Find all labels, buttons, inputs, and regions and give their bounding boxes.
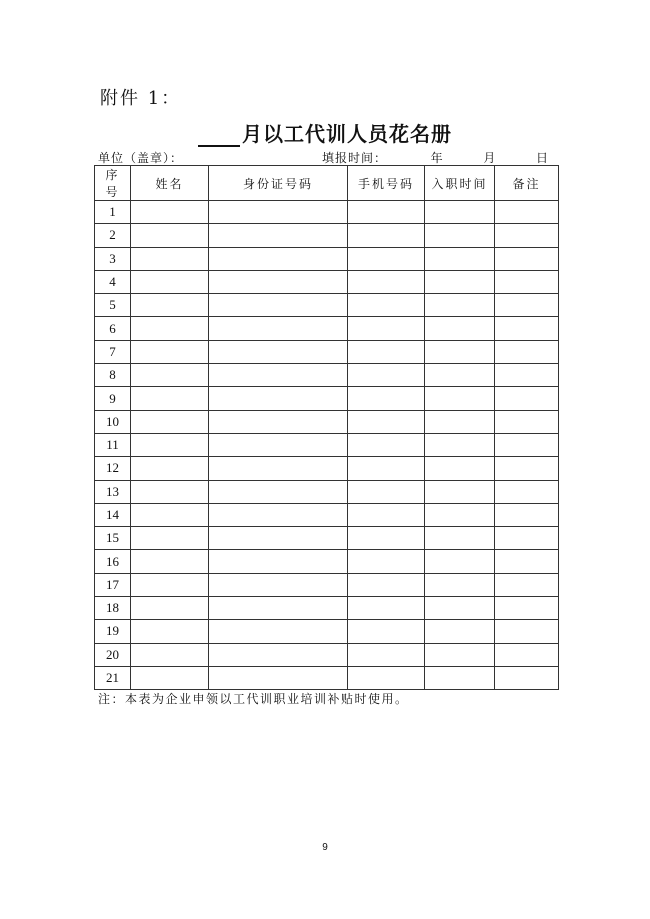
phone-cell[interactable] <box>348 410 425 433</box>
roster-table <box>94 165 559 690</box>
phone-cell[interactable] <box>348 340 425 363</box>
phone-cell[interactable] <box>348 317 425 340</box>
remarks-cell[interactable] <box>495 573 559 596</box>
remarks-cell[interactable] <box>495 294 559 317</box>
name-cell[interactable] <box>131 503 209 526</box>
name-cell[interactable] <box>131 433 209 456</box>
id-number-cell[interactable] <box>209 247 348 270</box>
name-cell[interactable] <box>131 527 209 550</box>
remarks-cell[interactable] <box>495 597 559 620</box>
seq-cell: 5 <box>95 294 131 317</box>
remarks-cell[interactable] <box>495 550 559 573</box>
header-seq <box>95 166 131 201</box>
seq-cell: 13 <box>95 480 131 503</box>
entry-time-cell[interactable] <box>425 364 495 387</box>
name-cell[interactable] <box>131 387 209 410</box>
name-cell[interactable] <box>131 620 209 643</box>
fill-time-label: 填报时间： <box>322 151 388 165</box>
name-cell[interactable] <box>131 247 209 270</box>
id-number-cell[interactable] <box>209 620 348 643</box>
remarks-cell[interactable] <box>495 387 559 410</box>
seq-cell: 16 <box>95 550 131 573</box>
remarks-cell[interactable] <box>495 433 559 456</box>
name-cell[interactable] <box>131 201 209 224</box>
phone-cell[interactable] <box>348 270 425 293</box>
name-cell[interactable] <box>131 480 209 503</box>
name-cell[interactable] <box>131 597 209 620</box>
remarks-cell[interactable] <box>495 620 559 643</box>
entry-time-cell[interactable] <box>425 433 495 456</box>
id-number-cell[interactable] <box>209 573 348 596</box>
table-row <box>95 410 559 433</box>
entry-time-cell[interactable] <box>425 387 495 410</box>
remarks-cell[interactable] <box>495 503 559 526</box>
table-row <box>95 201 559 224</box>
roster-body <box>95 201 559 690</box>
phone-cell[interactable] <box>348 620 425 643</box>
table-header-row <box>95 166 559 201</box>
id-number-cell[interactable] <box>209 597 348 620</box>
phone-cell[interactable] <box>348 550 425 573</box>
seq-cell: 21 <box>95 666 131 689</box>
remarks-cell[interactable] <box>495 364 559 387</box>
id-number-cell[interactable] <box>209 410 348 433</box>
page-number: 9 <box>322 842 328 853</box>
entry-time-cell[interactable] <box>425 597 495 620</box>
seq-cell: 10 <box>95 410 131 433</box>
table-row <box>95 597 559 620</box>
remarks-cell[interactable] <box>495 480 559 503</box>
phone-cell[interactable] <box>348 247 425 270</box>
name-cell[interactable] <box>131 550 209 573</box>
date-day: 日 <box>536 151 550 165</box>
header-id-number: 身份证号码 <box>209 166 348 201</box>
id-number-cell[interactable] <box>209 270 348 293</box>
id-number-cell[interactable] <box>209 666 348 689</box>
footnote: 注：本表为企业申领以工代训职业培训补贴时使用。 <box>98 692 409 706</box>
name-cell[interactable] <box>131 317 209 340</box>
id-number-cell[interactable] <box>209 387 348 410</box>
phone-cell[interactable] <box>348 573 425 596</box>
entry-time-cell[interactable] <box>425 294 495 317</box>
name-cell[interactable] <box>131 340 209 363</box>
name-cell[interactable] <box>131 364 209 387</box>
header-remarks: 备注 <box>495 166 559 201</box>
name-cell[interactable] <box>131 410 209 433</box>
phone-cell[interactable] <box>348 201 425 224</box>
phone-cell[interactable] <box>348 387 425 410</box>
phone-cell[interactable] <box>348 597 425 620</box>
entry-time-cell[interactable] <box>425 224 495 247</box>
entry-time-cell[interactable] <box>425 247 495 270</box>
entry-time-cell[interactable] <box>425 643 495 666</box>
seq-cell: 20 <box>95 643 131 666</box>
id-number-cell[interactable] <box>209 294 348 317</box>
date-year: 年 <box>430 151 444 165</box>
seq-cell: 6 <box>95 317 131 340</box>
title-row <box>0 118 650 147</box>
table-row <box>95 433 559 456</box>
name-cell[interactable] <box>131 666 209 689</box>
entry-time-cell[interactable] <box>425 573 495 596</box>
seq-cell: 1 <box>95 201 131 224</box>
name-cell[interactable] <box>131 270 209 293</box>
id-number-cell[interactable] <box>209 364 348 387</box>
id-number-cell[interactable] <box>209 503 348 526</box>
remarks-cell[interactable] <box>495 270 559 293</box>
header-seq-line2: 号 <box>105 185 120 199</box>
id-number-cell[interactable] <box>209 317 348 340</box>
seq-cell: 19 <box>95 620 131 643</box>
attachment-label: 附件 1： <box>100 88 182 109</box>
name-cell[interactable] <box>131 573 209 596</box>
entry-time-cell[interactable] <box>425 666 495 689</box>
seq-cell: 17 <box>95 573 131 596</box>
phone-cell[interactable] <box>348 457 425 480</box>
remarks-cell[interactable] <box>495 643 559 666</box>
seq-cell: 18 <box>95 597 131 620</box>
header-phone: 手机号码 <box>348 166 425 201</box>
remarks-cell[interactable] <box>495 201 559 224</box>
seq-cell: 11 <box>95 433 131 456</box>
entry-time-cell[interactable] <box>425 527 495 550</box>
remarks-cell[interactable] <box>495 317 559 340</box>
month-blank-line <box>198 125 240 147</box>
table-row <box>95 643 559 666</box>
table-row <box>95 503 559 526</box>
header-name: 姓名 <box>131 166 209 201</box>
id-number-cell[interactable] <box>209 340 348 363</box>
table-row <box>95 294 559 317</box>
entry-time-cell[interactable] <box>425 270 495 293</box>
header-seq-line1: 序 <box>105 168 120 182</box>
phone-cell[interactable] <box>348 666 425 689</box>
name-cell[interactable] <box>131 643 209 666</box>
entry-time-cell[interactable] <box>425 457 495 480</box>
remarks-cell[interactable] <box>495 340 559 363</box>
phone-cell[interactable] <box>348 480 425 503</box>
remarks-cell[interactable] <box>495 527 559 550</box>
id-number-cell[interactable] <box>209 224 348 247</box>
table-row <box>95 387 559 410</box>
entry-time-cell[interactable] <box>425 480 495 503</box>
seq-cell: 7 <box>95 340 131 363</box>
name-cell[interactable] <box>131 294 209 317</box>
id-number-cell[interactable] <box>209 643 348 666</box>
id-number-cell[interactable] <box>209 433 348 456</box>
table-row <box>95 550 559 573</box>
page-title: 月以工代训人员花名册 <box>242 122 452 146</box>
remarks-cell[interactable] <box>495 457 559 480</box>
table-row <box>95 247 559 270</box>
unit-label: 单位（盖章）： <box>98 151 184 165</box>
name-cell[interactable] <box>131 224 209 247</box>
remarks-cell[interactable] <box>495 247 559 270</box>
table-row <box>95 666 559 689</box>
table-row <box>95 480 559 503</box>
seq-cell: 2 <box>95 224 131 247</box>
entry-time-cell[interactable] <box>425 201 495 224</box>
entry-time-cell[interactable] <box>425 550 495 573</box>
date-month: 月 <box>483 151 497 165</box>
seq-cell: 14 <box>95 503 131 526</box>
seq-cell: 12 <box>95 457 131 480</box>
table-row <box>95 340 559 363</box>
name-cell[interactable] <box>131 457 209 480</box>
seq-cell: 8 <box>95 364 131 387</box>
phone-cell[interactable] <box>348 294 425 317</box>
phone-cell[interactable] <box>348 224 425 247</box>
entry-time-cell[interactable] <box>425 620 495 643</box>
id-number-cell[interactable] <box>209 550 348 573</box>
table-row <box>95 457 559 480</box>
table-row <box>95 573 559 596</box>
remarks-cell[interactable] <box>495 666 559 689</box>
seq-cell: 4 <box>95 270 131 293</box>
phone-cell[interactable] <box>348 364 425 387</box>
id-number-cell[interactable] <box>209 201 348 224</box>
table-row <box>95 317 559 340</box>
table-row <box>95 364 559 387</box>
entry-time-cell[interactable] <box>425 340 495 363</box>
entry-time-cell[interactable] <box>425 503 495 526</box>
id-number-cell[interactable] <box>209 480 348 503</box>
id-number-cell[interactable] <box>209 527 348 550</box>
seq-cell: 3 <box>95 247 131 270</box>
table-row <box>95 620 559 643</box>
table-row <box>95 224 559 247</box>
entry-time-cell[interactable] <box>425 317 495 340</box>
entry-time-cell[interactable] <box>425 410 495 433</box>
id-number-cell[interactable] <box>209 457 348 480</box>
seq-cell: 15 <box>95 527 131 550</box>
phone-cell[interactable] <box>348 643 425 666</box>
phone-cell[interactable] <box>348 503 425 526</box>
seq-cell: 9 <box>95 387 131 410</box>
remarks-cell[interactable] <box>495 224 559 247</box>
phone-cell[interactable] <box>348 527 425 550</box>
table-row <box>95 270 559 293</box>
header-entry-time: 入职时间 <box>425 166 495 201</box>
table-row <box>95 527 559 550</box>
fill-time <box>322 149 549 166</box>
phone-cell[interactable] <box>348 433 425 456</box>
remarks-cell[interactable] <box>495 410 559 433</box>
